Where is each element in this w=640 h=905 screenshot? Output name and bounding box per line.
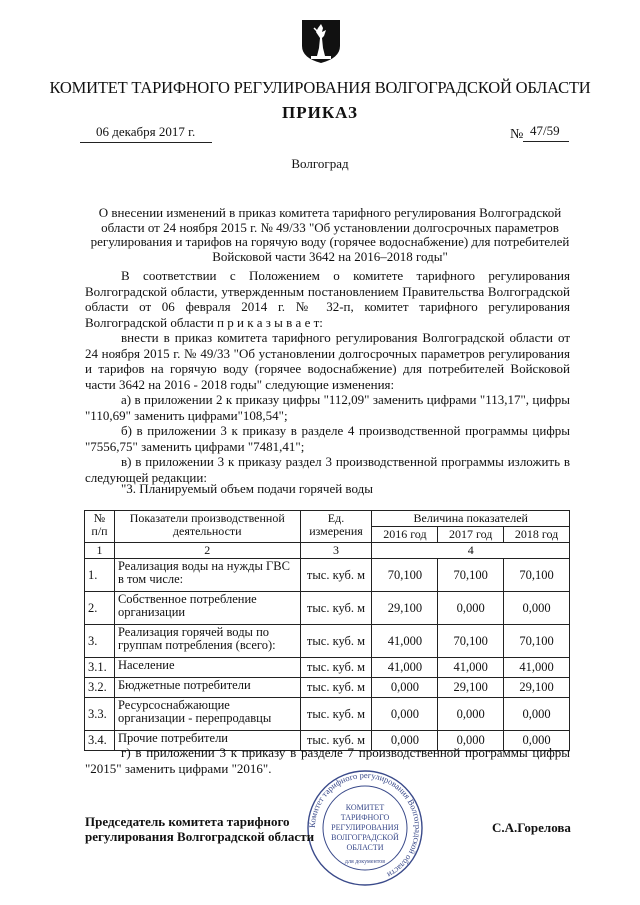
official-stamp <box>305 768 425 888</box>
stamp-ring-text: Комитет тарифного регулирования Волгоградской области <box>306 769 424 881</box>
row-name: Собственное потребление организации <box>114 592 300 625</box>
colnum: 1 <box>85 543 115 559</box>
table-row <box>85 658 570 678</box>
document-date: 06 декабря 2017 г. <box>96 124 196 139</box>
table-colnum-row <box>85 543 570 559</box>
row-value: 70,100 <box>438 559 504 592</box>
row-unit: тыс. куб. м <box>300 678 372 698</box>
row-name: Прочие потребители <box>114 731 300 751</box>
row-no: 1. <box>85 559 115 592</box>
stamp-line: ТАРИФНОГО <box>340 813 390 822</box>
colnum: 4 <box>372 543 570 559</box>
document-type: ПРИКАЗ <box>282 103 358 122</box>
row-no: 3.1. <box>85 658 115 678</box>
stamp-line: ВОЛГОГРАДСКОЙ <box>331 833 399 842</box>
paragraph-changes: внести в приказ комитета тарифного регулирования Волгоградской области от 24 ноября 2015 г. № 49/33 "Об установлении долгосрочных параметров регулирования и тарифов на горячую воду (горячее водоснабжение) для потребителей Войсковой части 3642 на 2016 - 2018 годы" следующие изменения: <box>85 330 570 392</box>
table-row <box>85 678 570 698</box>
header-year: 2016 год <box>372 527 438 543</box>
table-row <box>85 559 570 592</box>
position-line: регулирования Волгоградской области <box>85 829 315 844</box>
table-row <box>85 625 570 658</box>
row-name: Население <box>114 658 300 678</box>
signatory-name: С.А.Горелова <box>492 820 571 835</box>
row-no: 3.2. <box>85 678 115 698</box>
row-no: 3. <box>85 625 115 658</box>
header-year: 2017 год <box>438 527 504 543</box>
row-name: Бюджетные потребители <box>114 678 300 698</box>
row-value: 41,000 <box>372 658 438 678</box>
number-underline <box>523 141 569 142</box>
position-line: Председатель комитета тарифного <box>85 814 290 829</box>
row-value: 41,000 <box>438 658 504 678</box>
row-value: 41,000 <box>372 625 438 658</box>
row-value: 0,000 <box>372 731 438 751</box>
row-value: 70,100 <box>504 625 570 658</box>
colnum: 2 <box>114 543 300 559</box>
header-no: № п/п <box>85 511 115 543</box>
row-value: 29,100 <box>438 678 504 698</box>
number-label: № <box>510 127 524 142</box>
row-value: 0,000 <box>372 698 438 731</box>
table-title: "3. Планируемый объем подачи горячей воды <box>121 481 373 496</box>
date-underline <box>80 142 212 143</box>
row-no: 3.3. <box>85 698 115 731</box>
document-number: 47/59 <box>530 123 560 138</box>
row-unit: тыс. куб. м <box>300 559 372 592</box>
colnum: 3 <box>300 543 372 559</box>
row-value: 70,100 <box>504 559 570 592</box>
row-value: 0,000 <box>504 592 570 625</box>
stamp-line: ОБЛАСТИ <box>346 843 384 852</box>
stamp-bottom-text: для документов <box>344 859 386 865</box>
stamp-line: КОМИТЕТ <box>345 803 385 812</box>
header-indicator: Показатели производственной деятельности <box>114 511 300 543</box>
table-row <box>85 698 570 731</box>
stamp-line: РЕГУЛИРОВАНИЯ <box>331 823 399 832</box>
item-a: а) в приложении 2 к приказу цифры "112,09" заменить цифрами "113,17", цифры "110,69" заменить цифрами"108,54"; <box>85 392 570 423</box>
row-unit: тыс. куб. м <box>300 731 372 751</box>
paragraph-basis: В соответствии с Положением о комитете тарифного регулирования Волгоградской области, утвержденным постановлением Правительства Волгоградской области от 06 февраля 2014 г. № 32-п, комитет тарифного регулирования Волгоградской области п р и к а з ы в а е т: <box>85 268 570 330</box>
row-value: 70,100 <box>372 559 438 592</box>
header-year: 2018 год <box>504 527 570 543</box>
header-unit: Ед. измерения <box>300 511 372 543</box>
row-unit: тыс. куб. м <box>300 625 372 658</box>
row-no: 3.4. <box>85 731 115 751</box>
row-value: 41,000 <box>504 658 570 678</box>
committee-name: КОМИТЕТ ТАРИФНОГО РЕГУЛИРОВАНИЯ ВОЛГОГРАДСКОЙ ОБЛАСТИ <box>49 78 591 97</box>
document-subject: О внесении изменений в приказ комитета тарифного регулирования Волгоградской области от 24 ноября 2015 г. № 49/33 "Об установлении долгосрочных параметров регулирования и тарифов на горячую воду (горячее водоснабжение) для потребителей Войсковой части 3642 на 2016–2018 годы" <box>90 205 570 264</box>
coat-of-arms-emblem <box>300 18 342 64</box>
signatory-position <box>85 814 314 844</box>
header-values: Величина показателей <box>372 511 570 527</box>
row-value: 29,100 <box>504 678 570 698</box>
row-unit: тыс. куб. м <box>300 592 372 625</box>
item-b: б) в приложении 3 к приказу в разделе 4 производственной программы цифры "7556,75" заменить цифрами "7481,41"; <box>85 423 570 454</box>
row-name: Ресурсоснабжающие организации - перепродавцы <box>114 698 300 731</box>
row-value: 0,000 <box>504 731 570 751</box>
row-no: 2. <box>85 592 115 625</box>
row-value: 29,100 <box>372 592 438 625</box>
item-v: в) в приложении 3 к приказу раздел 3 производственной программы изложить в следующей редакции: <box>85 454 570 485</box>
hot-water-volume-table <box>84 510 570 751</box>
row-value: 70,100 <box>438 625 504 658</box>
table-header-row <box>85 511 570 527</box>
row-value: 0,000 <box>372 678 438 698</box>
row-unit: тыс. куб. м <box>300 658 372 678</box>
city: Волгоград <box>291 156 349 171</box>
row-value: 0,000 <box>438 731 504 751</box>
row-value: 0,000 <box>504 698 570 731</box>
table-row <box>85 592 570 625</box>
row-value: 0,000 <box>438 698 504 731</box>
row-unit: тыс. куб. м <box>300 698 372 731</box>
row-name: Реализация воды на нужды ГВС в том числе: <box>114 559 300 592</box>
row-name: Реализация горячей воды по группам потребления (всего): <box>114 625 300 658</box>
item-g: г) в приложении 3 к приказу в разделе 7 производственной программы цифры "2015" заменить цифрами "2016". <box>85 745 570 776</box>
row-value: 0,000 <box>438 592 504 625</box>
